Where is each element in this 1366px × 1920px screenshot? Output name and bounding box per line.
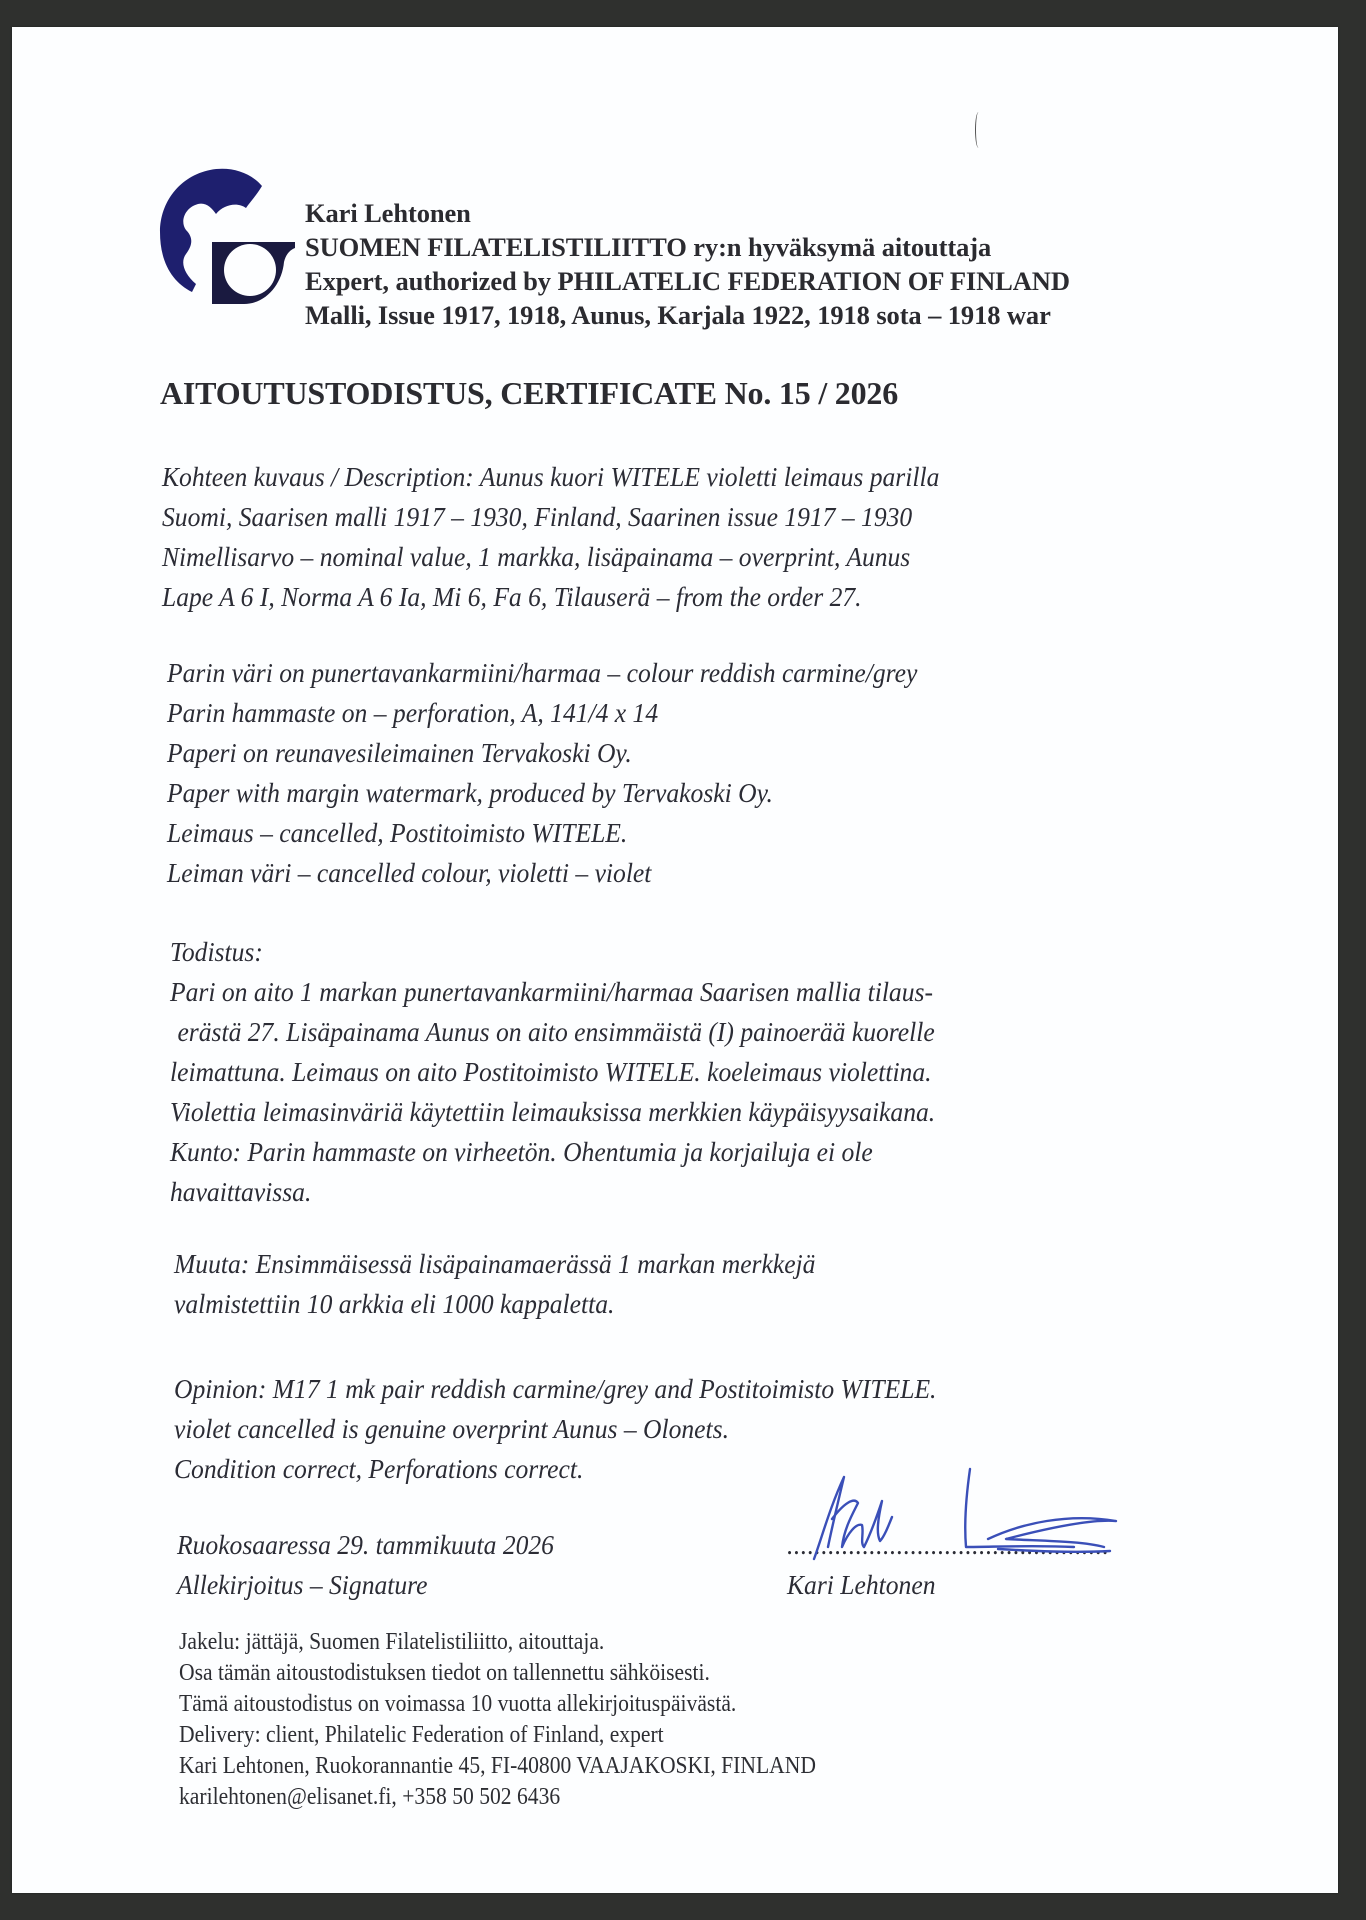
property-line: Leimaus – cancelled, Postitoimisto WITELE.: [167, 817, 628, 848]
header-line: SUOMEN FILATELISTILIITTO ry:n hyväksymä aitouttaja: [305, 232, 992, 262]
property-line: Paper with margin watermark, produced by Tervakoski Oy.: [167, 777, 773, 808]
signer-name: Kari Lehtonen: [787, 1569, 936, 1600]
opinion-line: Condition correct, Perforations correct.: [174, 1453, 584, 1484]
muuta-line: Muuta: Ensimmäisessä lisäpainamaerässä 1 markan merkkejä: [174, 1248, 816, 1279]
footer-line: Tämä aitoustodistus on voimassa 10 vuotta allekirjoituspäivästä.: [179, 1691, 737, 1717]
handwritten-signature-icon: [792, 1467, 1162, 1562]
muuta-line: valmistettiin 10 arkkia eli 1000 kappaletta.: [174, 1288, 615, 1319]
opinion-line: Opinion: M17 1 mk pair reddish carmine/grey and Postitoimisto WITELE.: [174, 1373, 937, 1404]
expert-header: [305, 196, 1070, 332]
todistus-line: havaittavissa.: [170, 1176, 312, 1207]
contact-line: karilehtonen@elisanet.fi, +358 50 502 6436: [179, 1784, 561, 1810]
todistus-line: leimattuna. Leimaus on aito Postitoimisto WITELE. koeleimaus violettina.: [170, 1056, 932, 1087]
certificate-title: AITOUTUSTODISTUS, CERTIFICATE No. 15 / 2026: [160, 375, 899, 411]
description-section: [162, 457, 939, 617]
property-line: Parin väri on punertavankarmiini/harmaa – colour reddish carmine/grey: [167, 657, 918, 688]
signature-label: Allekirjoitus – Signature: [177, 1569, 428, 1600]
todistus-line: Violettia leimasinväriä käytettiin leimauksissa merkkien käypäisyysaikana.: [170, 1096, 936, 1127]
properties-section: [167, 653, 917, 893]
expert-name: Kari Lehtonen: [305, 198, 471, 228]
place-date: Ruokosaaressa 29. tammikuuta 2026: [177, 1529, 554, 1560]
description-line: Kohteen kuvaus / Description: Aunus kuori WITELE violetti leimaus parilla: [162, 461, 940, 492]
property-line: Parin hammaste on – perforation, A, 141/4 x 14: [167, 697, 659, 728]
description-line: Lape A 6 I, Norma A 6 Ia, Mi 6, Fa 6, Tilauserä – from the order 27.: [162, 581, 862, 612]
philatelic-federation-logo-icon: [150, 162, 300, 312]
property-line: Paperi on reunavesileimainen Tervakoski Oy.: [167, 737, 632, 768]
footer-line: Jakelu: jättäjä, Suomen Filatelistiliitto, aitouttaja.: [179, 1629, 605, 1655]
footer-section: [179, 1627, 816, 1813]
description-line: Suomi, Saarisen malli 1917 – 1930, Finland, Saarinen issue 1917 – 1930: [162, 501, 913, 532]
description-line: Nimellisarvo – nominal value, 1 markka, lisäpainama – overprint, Aunus: [162, 541, 911, 572]
footer-line: Kari Lehtonen, Ruokorannantie 45, FI-40800 VAAJAKOSKI, FINLAND: [179, 1753, 816, 1779]
todistus-line: Pari on aito 1 markan punertavankarmiini/harmaa Saarisen mallia tilaus-: [170, 976, 933, 1007]
pen-mark: [975, 112, 982, 148]
todistus-heading: Todistus:: [170, 936, 263, 967]
footer-line: Delivery: client, Philatelic Federation of Finland, expert: [179, 1722, 664, 1748]
place-date-section: [177, 1525, 554, 1605]
property-line: Leiman väri – cancelled colour, violetti – violet: [167, 857, 652, 888]
todistus-section: [170, 932, 935, 1212]
signature-dotted-line: ...............................................: [787, 1529, 1110, 1560]
certificate-page: [12, 27, 1338, 1893]
todistus-line: erästä 27. Lisäpainama Aunus on aito ensimmäistä (I) painoerää kuorelle: [177, 1016, 935, 1047]
header-line: Expert, authorized by PHILATELIC FEDERATION OF FINLAND: [305, 266, 1070, 296]
opinion-line: violet cancelled is genuine overprint Aunus – Olonets.: [174, 1413, 729, 1444]
todistus-line: Kunto: Parin hammaste on virheetön. Ohentumia ja korjailuja ei ole: [170, 1136, 873, 1167]
header-line: Malli, Issue 1917, 1918, Aunus, Karjala 1922, 1918 sota – 1918 war: [305, 300, 1051, 330]
footer-line: Osa tämän aitoustodistuksen tiedot on tallennettu sähköisesti.: [179, 1660, 710, 1686]
muuta-section: [174, 1244, 815, 1324]
